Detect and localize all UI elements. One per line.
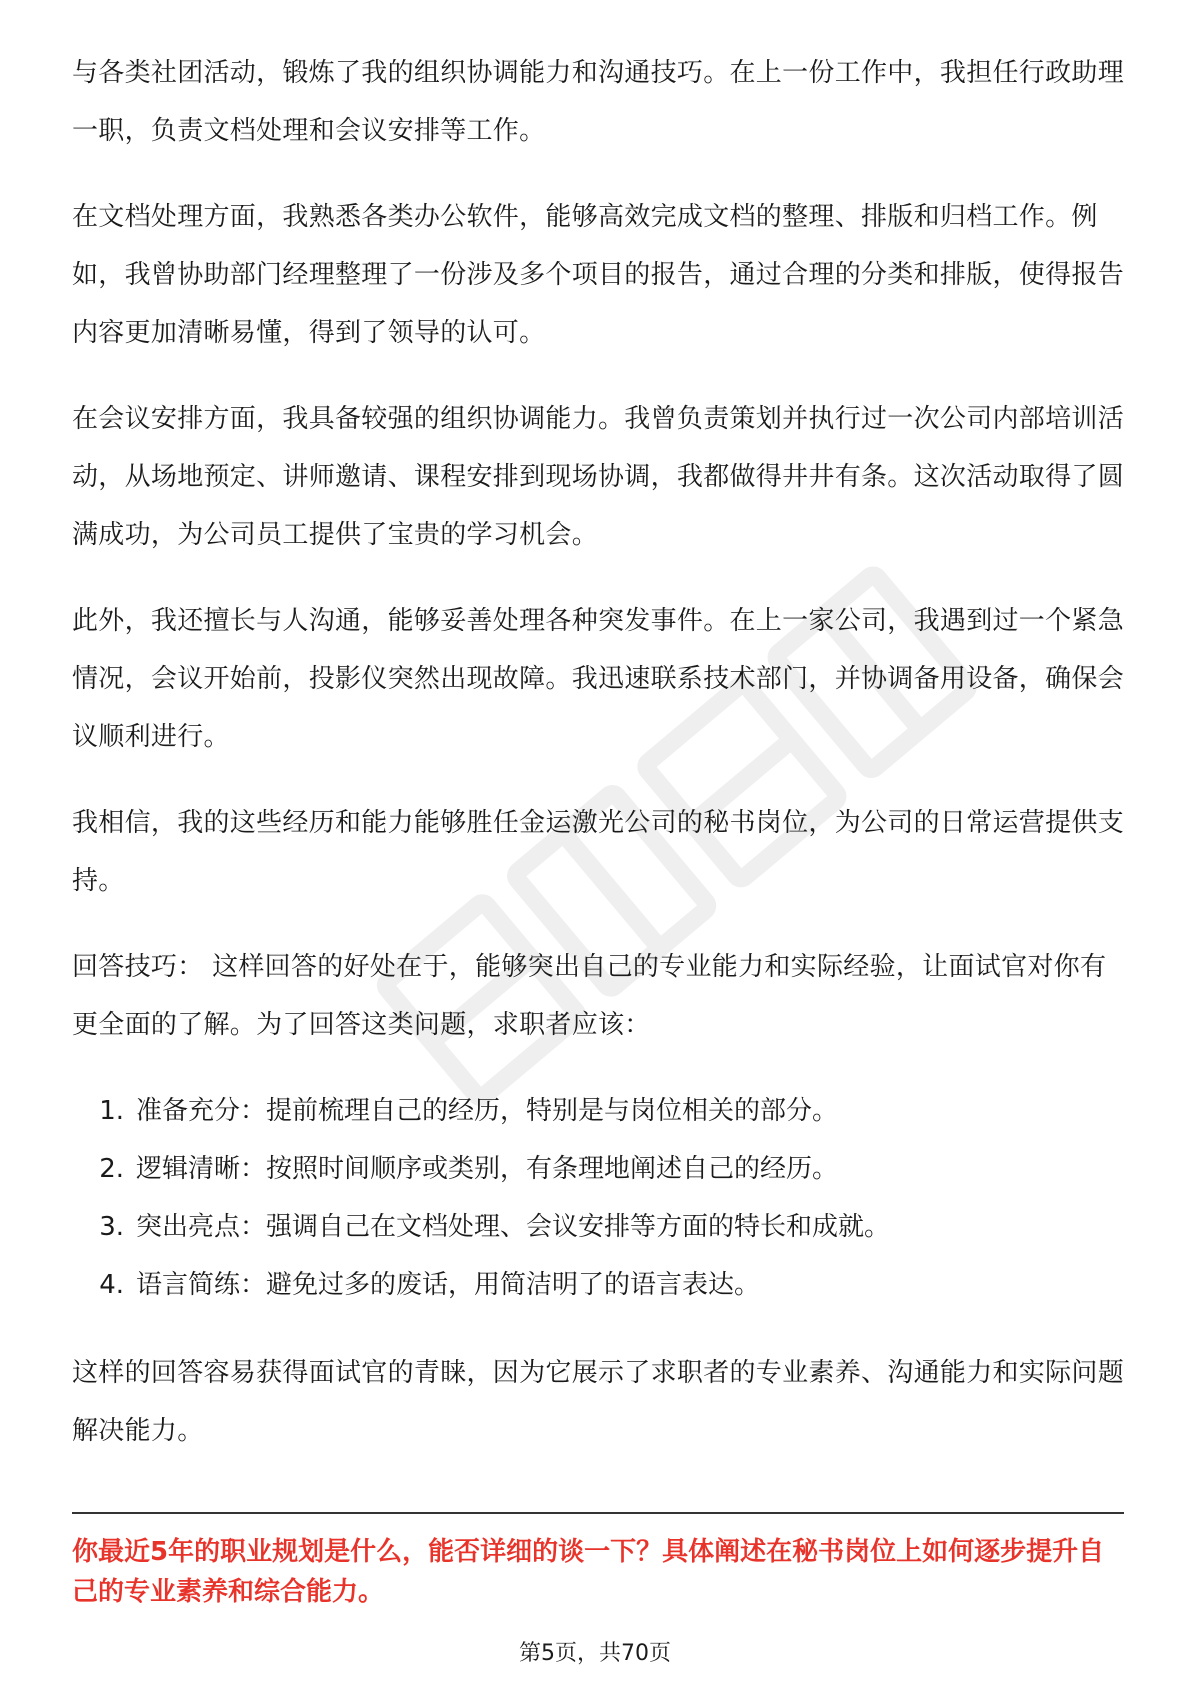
list-item <box>72 1256 1124 1314</box>
paragraph-closing: 这样的回答容易获得面试官的青睐，因为它展示了求职者的专业素养、沟通能力和实际问题解决能力。 <box>72 1358 1125 1446</box>
section-divider <box>72 1512 1124 1514</box>
list-item-number: 1. <box>99 1096 124 1126</box>
list-item-number: 3. <box>99 1212 124 1242</box>
paragraph-conclusion: 我相信，我的这些经历和能力能够胜任金运激光公司的秘书岗位，为公司的日常运营提供支持。 <box>72 808 1125 896</box>
paragraph-meeting-arrangement: 在会议安排方面，我具备较强的组织协调能力。我曾负责策划并执行过一次公司内部培训活动，从场地预定、讲师邀请、课程安排到现场协调，我都做得井井有条。这次活动取得了圆满成功，为公司员工提供了宝贵的学习机会。 <box>72 404 1125 550</box>
main-content <box>72 44 1124 1488</box>
paragraph-document-handling: 在文档处理方面，我熟悉各类办公软件，能够高效完成文档的整理、排版和归档工作。例如，我曾协助部门经理整理了一份涉及多个项目的报告，通过合理的分类和排版，使得报告内容更加清晰易懂，得到了领导的认可。 <box>72 202 1125 348</box>
paragraph-experience: 与各类社团活动，锻炼了我的组织协调能力和沟通技巧。在上一份工作中，我担任行政助理一职，负责文档处理和会议安排等工作。 <box>72 58 1125 146</box>
list-item <box>72 1198 1124 1256</box>
list-item-number: 2. <box>99 1154 124 1184</box>
paragraph-communication: 此外，我还擅长与人沟通，能够妥善处理各种突发事件。在上一家公司，我遇到过一个紧急情况，会议开始前，投影仪突然出现故障。我迅速联系技术部门，并协调备用设备，确保会议顺利进行。 <box>72 606 1125 752</box>
list-item <box>72 1140 1124 1198</box>
page-footer: 第5页，共70页 <box>519 1641 671 1666</box>
tips-list <box>72 1082 1124 1314</box>
paragraph-answer-tips: 回答技巧： 这样回答的好处在于，能够突出自己的专业能力和实际经验，让面试官对你有更全面的了解。为了回答这类问题，求职者应该： <box>72 952 1107 1040</box>
list-item-text: 逻辑清晰：按照时间顺序或类别，有条理地阐述自己的经历。 <box>136 1154 839 1184</box>
next-question-heading: 你最近5年的职业规划是什么，能否详细的谈一下？具体阐述在秘书岗位上如何逐步提升自己的专业素养和综合能力。 <box>72 1537 1105 1607</box>
list-item-text: 准备充分：提前梳理自己的经历，特别是与岗位相关的部分。 <box>136 1096 839 1126</box>
list-item-number: 4. <box>99 1270 124 1300</box>
list-item-text: 语言简练：避免过多的废话，用简洁明了的语言表达。 <box>136 1270 761 1300</box>
list-item <box>72 1082 1124 1140</box>
list-item-text: 突出亮点：强调自己在文档处理、会议安排等方面的特长和成就。 <box>136 1212 891 1242</box>
